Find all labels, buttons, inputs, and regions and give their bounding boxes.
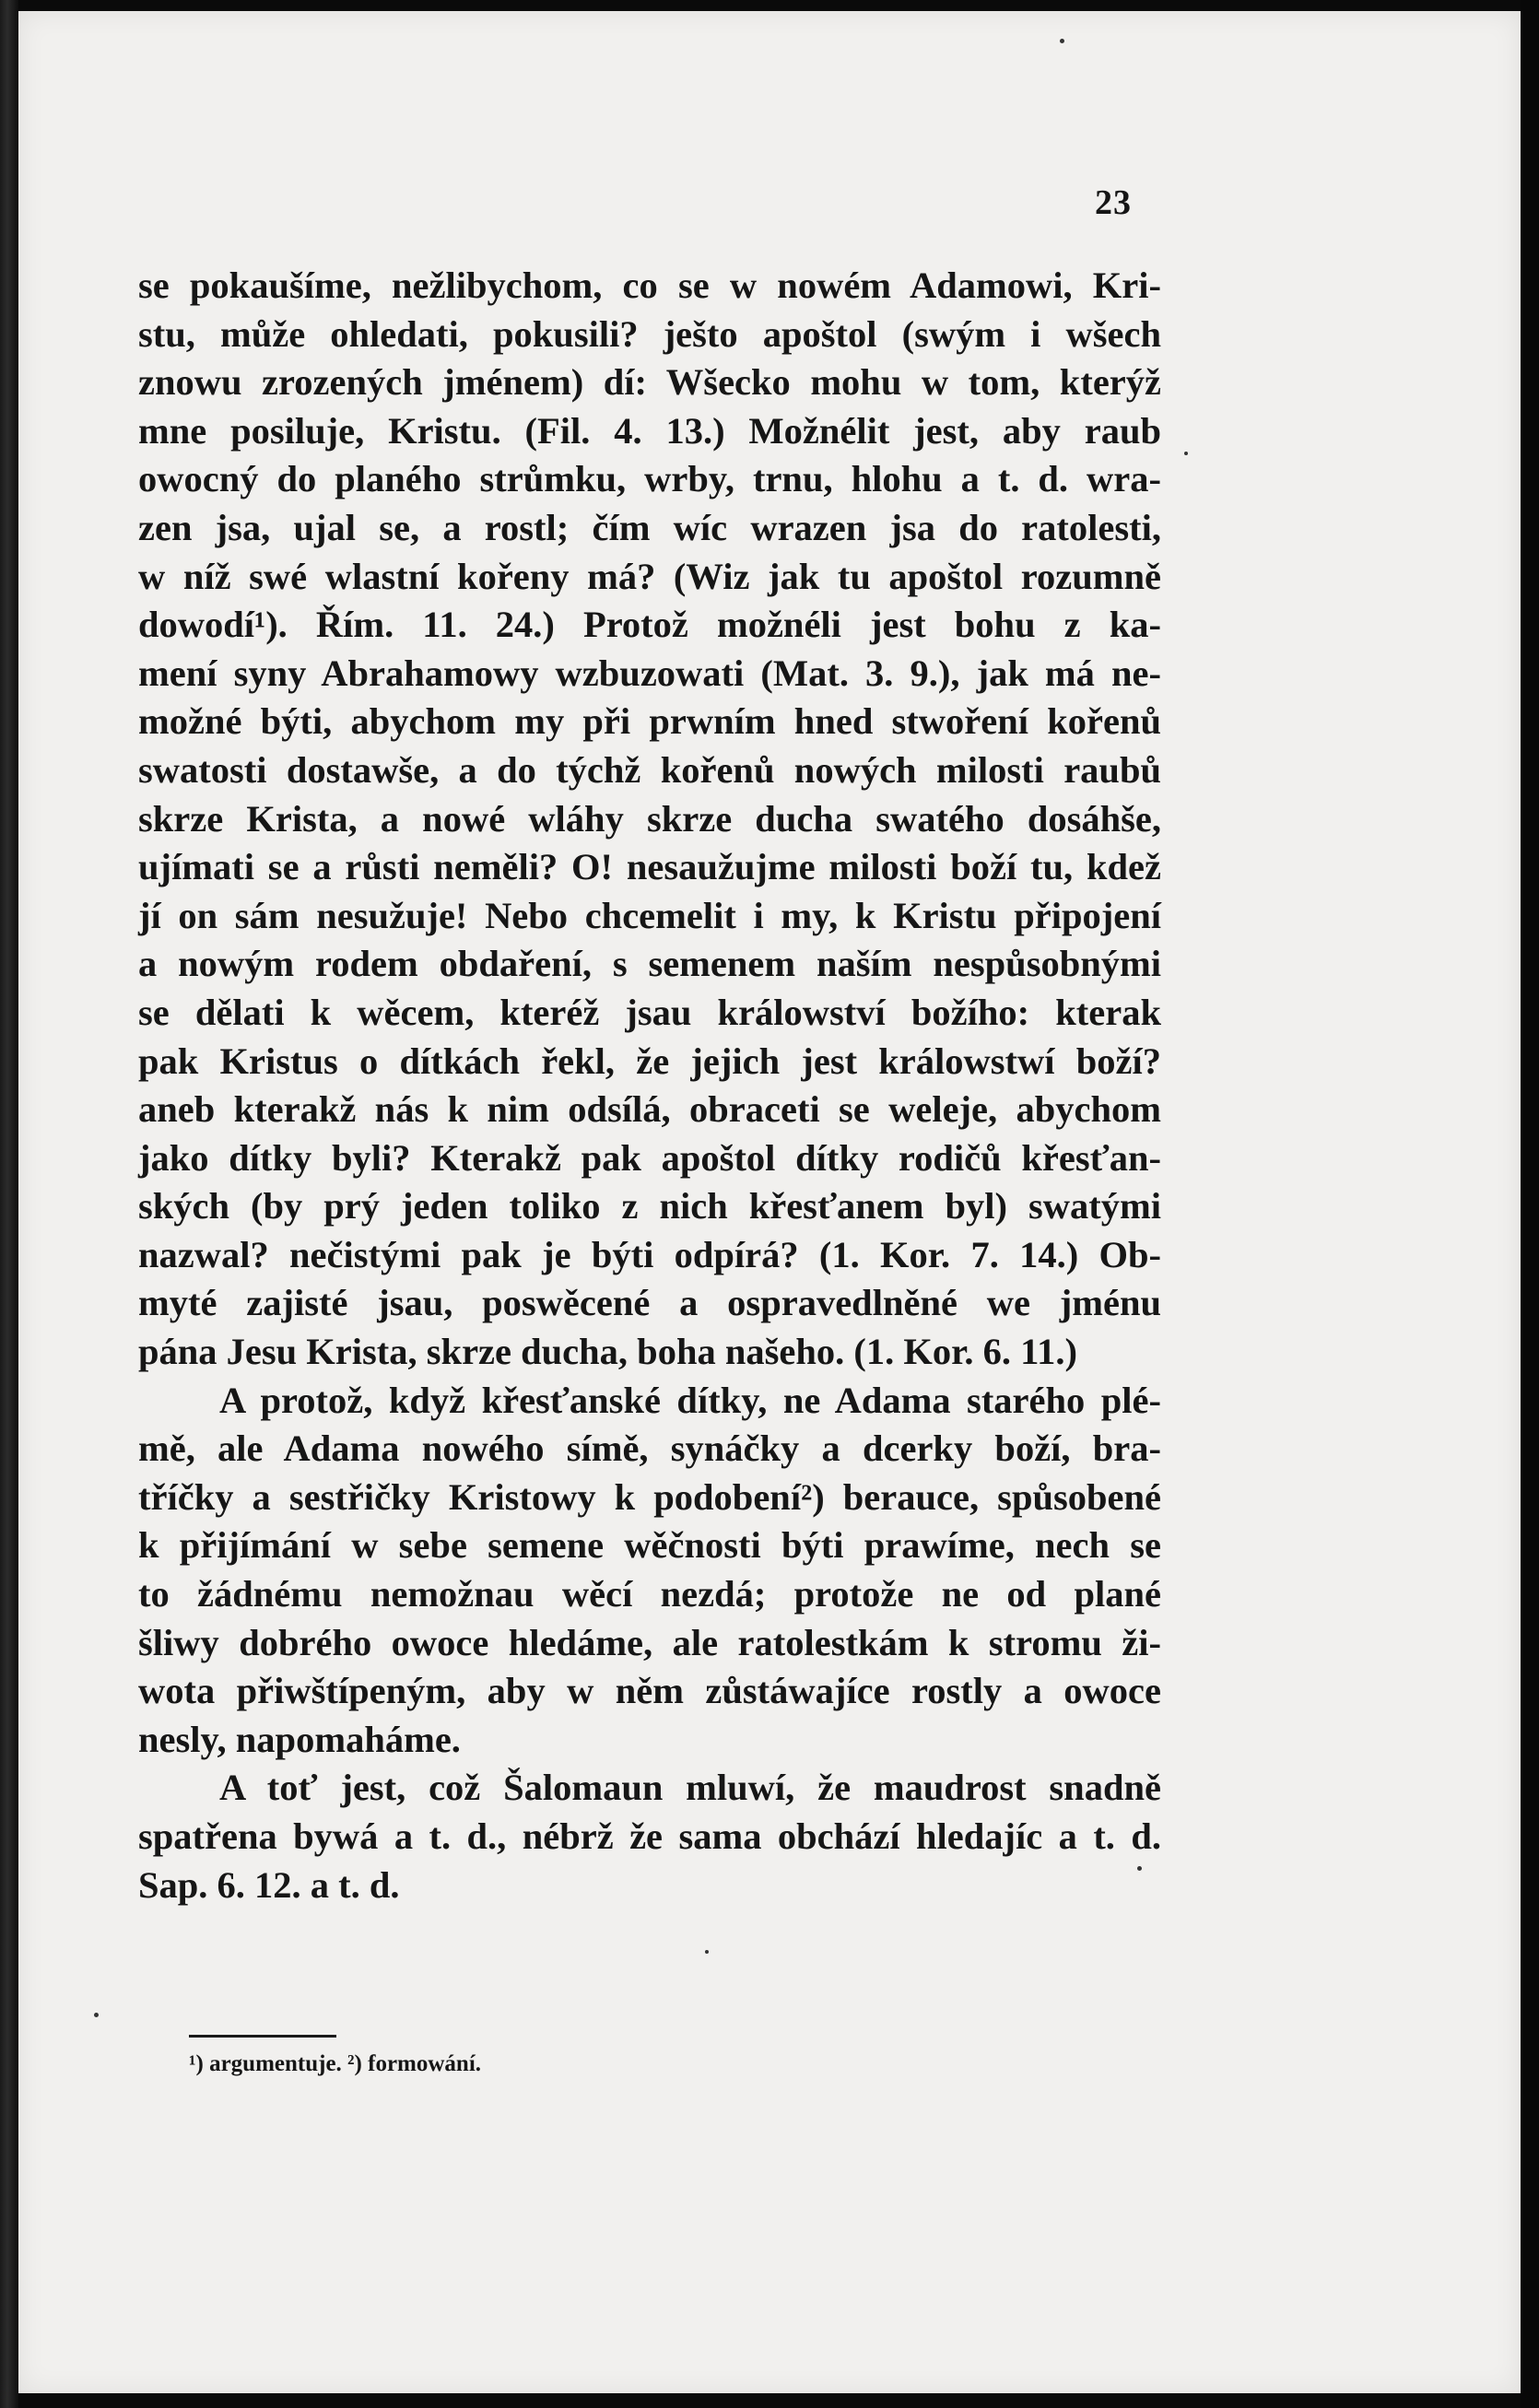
footnotes: ¹) argumentuje. ²) formowání. [189, 2051, 482, 2076]
text-line: tříčky a sestřičky Kristowy k podobení²) berauce, spůsobené [138, 1475, 1161, 1518]
scan-right-edge [1521, 0, 1539, 2408]
text-line: aneb kterakž nás k nim odsílá, obraceti se weleje, abychom [138, 1088, 1161, 1131]
text-line: se dělati k wěcem, kteréž jsau králowství božího: kterak [138, 991, 1161, 1033]
text-line: mne posiluje, Kristu. (Fil. 4. 13.) Možnélit jest, aby raub [138, 409, 1161, 452]
scan-left-edge [0, 0, 18, 2408]
text-line: myté zajisté jsau, poswěcené a ospravedlněné we jménu [138, 1282, 1161, 1324]
text-line: zen jsa, ujal se, a rostl; čím wíc wrazen jsa do ratolesti, [138, 506, 1161, 548]
text-line: dowodí¹). Řím. 11. 24.) Protož možnéli jest bohu z ka- [138, 604, 1161, 646]
text-line: šliwy dobrého owoce hledáme, ale ratolestkám k stromu ži- [138, 1621, 1161, 1663]
page-number: 23 [1095, 183, 1132, 222]
text-line: se pokaušíme, nežlibychom, co se w nowém Adamowi, Kri- [138, 264, 1161, 306]
paper-speck [705, 1950, 709, 1954]
text-line: skrze Krista, a nowé wláhy skrze ducha swatého dosáhše, [138, 797, 1161, 840]
text-line: nesly, napomaháme. [138, 1718, 461, 1760]
text-line: swatosti dostawše, a do týchž kořenů nowých milosti raubů [138, 748, 1161, 791]
paper-speck [1060, 39, 1064, 43]
text-line: A protož, když křesťanské dítky, ne Adama starého plé- [219, 1379, 1161, 1421]
paragraph-1 [138, 262, 1161, 1377]
paragraph-2 [138, 1377, 1161, 1765]
paper-speck [1184, 452, 1188, 455]
text-line: a nowým rodem obdaření, s semenem naším nespůsobnými [138, 943, 1161, 985]
text-line: k přijímání w sebe semene wěčnosti býti prawíme, nech se [138, 1524, 1161, 1567]
text-line: wota přiwštípeným, aby w něm zůstáwajíce rostly a owoce [138, 1670, 1161, 1712]
text-line: mě, ale Adama nowého símě, synáčky a dcerky boží, bra- [138, 1427, 1161, 1470]
text-line: nazwal? nečistými pak je býti odpírá? (1. Kor. 7. 14.) Ob- [138, 1233, 1161, 1275]
text-line: w níž swé wlastní kořeny má? (Wiz jak tu apoštol rozumně [138, 555, 1161, 597]
text-line: pána Jesu Krista, skrze ducha, boha našeho. (1. Kor. 6. 11.) [138, 1331, 1078, 1373]
text-line: to žádnému nemožnau wěcí nezdá; protože ne od plané [138, 1573, 1161, 1615]
text-line: jako dítky byli? Kterakž pak apoštol dítky rodičů křesťan- [138, 1136, 1161, 1179]
text-line: A toť jest, což Šalomaun mluwí, že maudrost snadně [219, 1767, 1161, 1809]
text-line: možné býti, abychom my při prwním hned stwoření kořenů [138, 700, 1161, 743]
text-line: Sap. 6. 12. a t. d. [138, 1863, 400, 1906]
footnote-rule [189, 2035, 336, 2038]
body-text [138, 262, 1161, 1909]
text-line: owocný do planého strůmku, wrby, trnu, hlohu a t. d. wra- [138, 458, 1161, 500]
text-line: znowu zrozených jménem) dí: Wšecko mohu w tom, kterýž [138, 361, 1161, 404]
text-line: jí on sám nesužuje! Nebo chcemelit i my, k Kristu připojení [138, 894, 1161, 936]
text-line: ujímati se a růsti neměli? O! nesaužujme milosti boží tu, kdež [138, 846, 1161, 888]
text-line: stu, může ohledati, pokusili? ješto apoštol (swým i wšech [138, 312, 1161, 355]
paragraph-3 [138, 1764, 1161, 1909]
text-line: ských (by prý jeden toliko z nich křesťanem byl) swatými [138, 1185, 1161, 1227]
text-line: mení syny Abrahamowy wzbuzowati (Mat. 3. 9.), jak má ne- [138, 652, 1161, 694]
text-line: spatřena bywá a t. d., nébrž že sama obchází hledajíc a t. d. [138, 1815, 1161, 1857]
paper-speck [94, 2013, 99, 2017]
text-line: pak Kristus o dítkách řekl, že jejich jest králowstwí boží? [138, 1040, 1161, 1082]
